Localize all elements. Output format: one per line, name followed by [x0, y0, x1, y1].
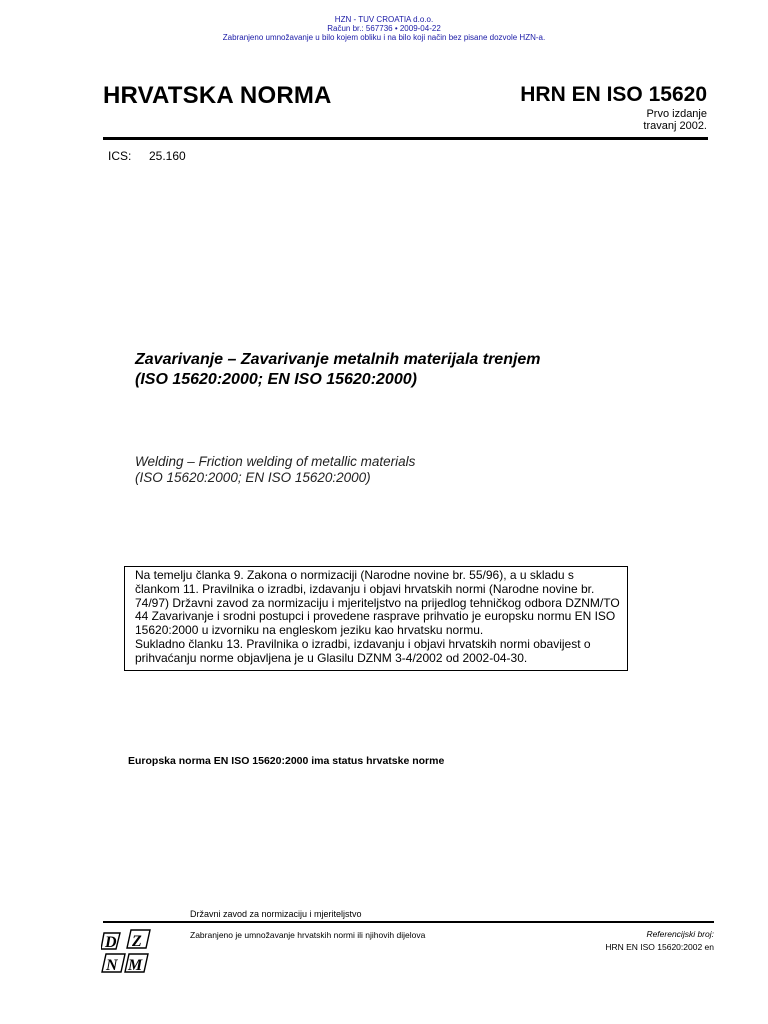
standard-number: HRN EN ISO 15620 — [520, 83, 707, 106]
edition-info — [643, 108, 707, 132]
ics-value: 25.160 — [149, 149, 186, 163]
dznm-logo-icon — [101, 925, 151, 975]
watermark-line-2: Račun br.: 567736 • 2009-04-22 — [327, 24, 441, 33]
edition-date: travanj 2002. — [643, 120, 707, 132]
publication-notice-paragraph: Sukladno članku 13. Pravilnika o izradbi, izdavanju i objavi hrvatskih normi obavijest o prihvaćanju norme objavljena je u Glasilu DZNM 3-4/2002 od 2002-04-30. — [135, 636, 591, 665]
english-title — [135, 454, 415, 486]
adoption-notice-paragraph: Na temelju članka 9. Zakona o normizaciji (Narodne novine br. 55/96), a u skladu s člankom 11. Pravilnika o izradbi, izdavanju i objavi hrvatskih normi (Narodne novine br. 74/97) Državni zavod za normizaciju i mjeriteljstvo na prijedlog tehničkog odbora DZNM/TO 44 Zavarivanje i srodni postupci i provedene rasprave prihvatio je europsku normu EN ISO 15620:2000 u izvorniku na engleskom jeziku kao hrvatsku normu. — [135, 568, 620, 638]
croatian-title-line-2: (ISO 15620:2000; EN ISO 15620:2000) — [135, 371, 417, 388]
footer-rule — [103, 921, 714, 923]
watermark-line-3: Zabranjeno umnožavanje u bilo kojem obliku i na bilo koji način bez pisane dozvole HZN-a. — [222, 33, 546, 42]
english-title-line-2: (ISO 15620:2000; EN ISO 15620:2000) — [135, 470, 371, 485]
header-rule — [103, 137, 708, 140]
institution-name: Državni zavod za normizaciju i mjeriteljstvo — [190, 909, 362, 919]
adoption-notice-box — [124, 566, 628, 671]
logo-letter-z: Z — [132, 933, 142, 950]
document-type-title: HRVATSKA NORMA — [103, 82, 332, 109]
ics-label: ICS: — [108, 149, 132, 163]
watermark — [0, 15, 768, 42]
logo-letter-m: M — [128, 957, 143, 974]
logo-letter-d: D — [105, 934, 117, 951]
watermark-line-1: HZN - TUV CROATIA d.o.o. — [334, 15, 434, 24]
croatian-title-line-1: Zavarivanje – Zavarivanje metalnih materijala trenjem — [135, 351, 541, 368]
copyright-notice: Zabranjeno je umnožavanje hrvatskih normi ili njihovih dijelova — [190, 930, 426, 940]
croatian-title — [135, 350, 541, 390]
english-title-line-1: Welding – Friction welding of metallic materials — [135, 454, 416, 469]
edition-label: Prvo izdanje — [646, 108, 707, 120]
reference-number-label: Referencijski broj: — [646, 929, 714, 939]
reference-number-value: HRN EN ISO 15620:2002 en — [605, 942, 714, 952]
status-statement: Europska norma EN ISO 15620:2000 ima status hrvatske norme — [128, 755, 445, 767]
logo-letter-n: N — [106, 957, 118, 974]
